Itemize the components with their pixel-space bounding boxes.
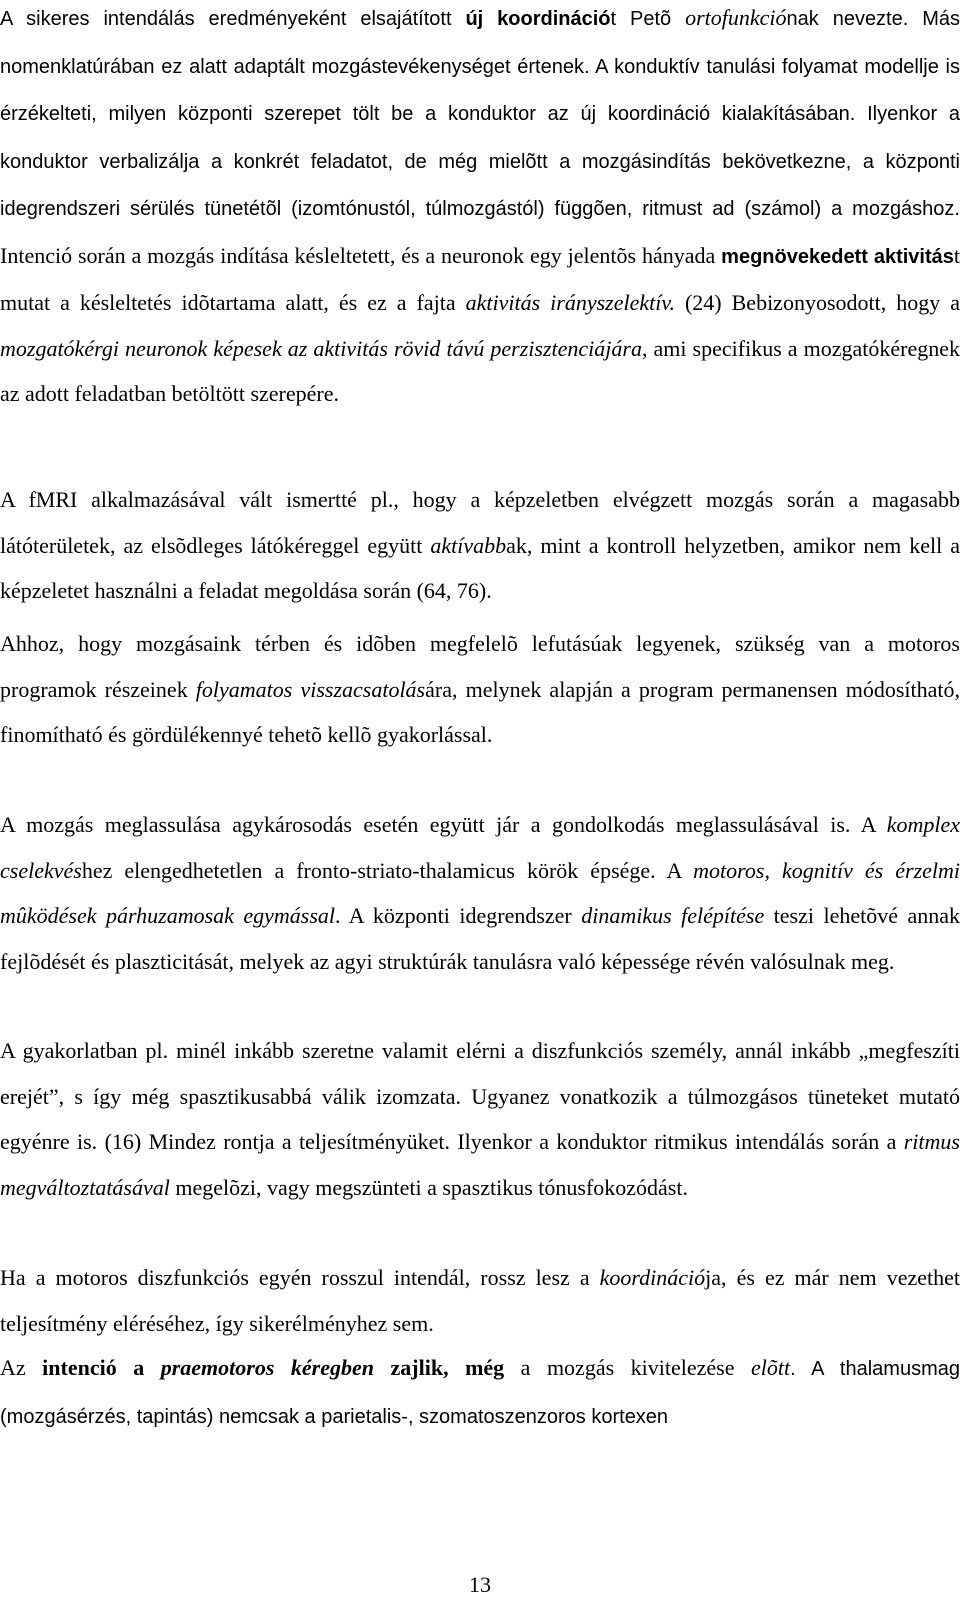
text-run: A fMRI alkalmazásával vált ismertté pl.: [0, 487, 394, 512]
text-run: ára, melynek alapján a program permanensen módosítható, finomítható és gördülékennyé tehetõ kellõ gyakorlással.: [0, 676, 960, 747]
text-run: intenció a: [42, 1355, 161, 1380]
text-run: komplex cselekvés: [0, 812, 960, 883]
text-run: ortofunkció: [685, 5, 787, 30]
text-run: (24) Bebizonyosodott, hogy a: [674, 290, 960, 315]
page-number: 13: [469, 1572, 491, 1597]
text-run: elõtt: [751, 1355, 791, 1380]
text-run: motoros, kognitív és érzelmi mûködések párhuzamosak egymással: [0, 857, 960, 928]
paragraph-3: [0, 621, 960, 758]
text-run: dinamikus felépítése: [581, 903, 765, 928]
paragraph-7: [0, 1345, 960, 1440]
text-run: t mutat a késleltetés idõtartama alatt, és ez a fajta: [0, 242, 960, 315]
text-run: koordináció: [599, 1265, 706, 1290]
text-run: hez elengedhetetlen a fronto-striato-thalamicus körök épsége. A: [81, 857, 694, 883]
text-run: mozgatókérgi neuronok képesek az aktivitás rövid távú perzisztenciájára: [0, 335, 642, 361]
text-run: ritmus megváltoztatásával: [0, 1129, 960, 1200]
text-run: . A központi idegrendszer: [335, 903, 582, 928]
paragraph-1: [0, 0, 960, 417]
text-run: ak, mint a kontroll helyzetben, amikor nem kell a képzeletet használni a feladat megoldása során (64, 76).: [0, 532, 960, 603]
text-run: teszi lehetõvé annak fejlõdését és plaszticitását, melyek az agyi struktúrák tanulásra való képessége révén valósulnak meg.: [0, 903, 960, 974]
paragraph-6: [0, 1255, 960, 1346]
text-run: , hogy a képzeletben elvégzett mozgás során a magasabb látóterületek, az elsõdleges látókéreggel együtt: [0, 487, 960, 558]
paragraph-4: [0, 802, 960, 984]
text-run: aktivitás irányszelektív.: [465, 290, 675, 315]
text-run: nak nevezte. Más nomenklatúrában ez alatt adaptált mozgástevékenységet értenek. A konduktív tanulási folyamat modellje is érzékelteti, milyen központi szerepet tölt be a konduktor az új koordináció kialakításában. Ilyenkor a konduktor verbalizálja a konkrét feladatot, de még mielõtt a mozgásindítás bekövetkezne, a központi idegrendszeri sérülés tünetétõl (izomtónustól, túlmozgástól) függõen, ritmust ad (számol) a mozgáshoz.: [0, 8, 960, 220]
text-run: Az: [0, 1355, 43, 1380]
text-run: a mozgás kivitelezése: [504, 1355, 751, 1380]
text-run: ja, és ez már nem vezethet teljesítmény eléréséhez, így sikerélményhez sem.: [0, 1265, 960, 1336]
text-run: A sikeres intendálás eredményeként elsajátított: [0, 8, 466, 30]
text-run: t Petõ: [610, 8, 686, 30]
text-run: folyamatos visszacsatolás: [195, 676, 426, 702]
text-run: Intenció során a mozgás indítása késleltetett, és a neuronok egy jelentõs hányada: [0, 242, 722, 268]
text-run: A gyakorlatban pl. minél inkább szeretne valamit elérni a diszfunkciós személy, annál inkább „megfeszíti erejét”, s így még spasztikusabbá válik izomzata. Ugyanez vonatkozik a túlmozgásos tüneteket mutató egyénre is. (16) Mindez rontja a teljesítményüket. Ilyenkor a konduktor ritmikus intendálás során a: [0, 1038, 960, 1154]
text-run: , ami specifikus a mozgatókéregnek az adott feladatban betöltött szerepére.: [0, 335, 960, 406]
text-run: megnövekedett aktivitás: [721, 245, 954, 268]
paragraph-2: [0, 477, 960, 614]
text-run: Ahhoz, hogy mozgásaink térben és idõben megfelelõ lefutásúak legyenek, szükség van a motoros programok részeinek: [0, 631, 960, 702]
text-run: aktívabb: [430, 532, 507, 558]
paragraph-5: [0, 1028, 960, 1210]
text-run: új koordináció: [465, 8, 611, 30]
text-run: A mozgás meglassulása agykárosodás esetén együtt jár a gondolkodás meglassulásával is. A: [0, 812, 887, 837]
text-run: praemotoros kéregben: [160, 1355, 375, 1380]
text-run: . A thalamusmag (mozgásérzés, tapintás) nemcsak a parietalis-, szomatoszenzoros kortexen: [0, 1358, 960, 1428]
text-run: Ha a motoros diszfunkciós egyén rosszul intendál, rossz lesz a: [0, 1265, 600, 1290]
text-run: zajlik, még: [374, 1355, 505, 1380]
text-run: megelõzi, vagy megszünteti a spasztikus tónusfokozódást.: [169, 1174, 688, 1200]
